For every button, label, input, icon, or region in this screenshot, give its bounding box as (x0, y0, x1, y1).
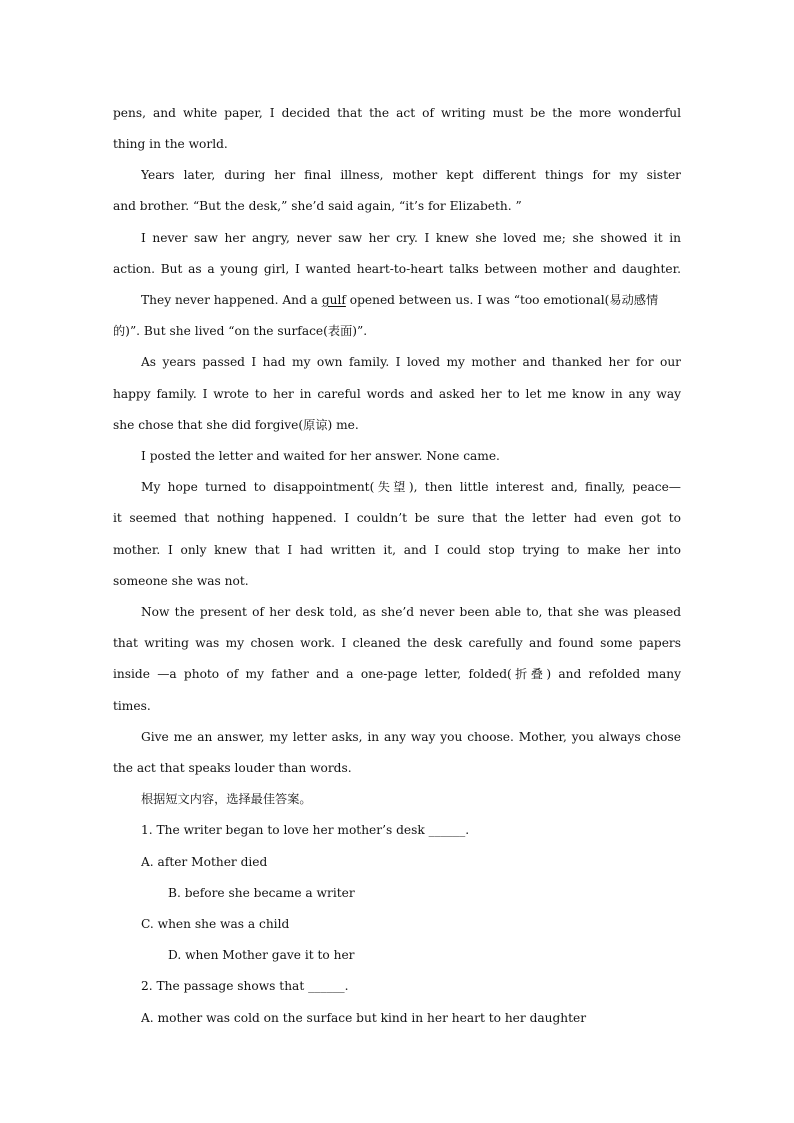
question-2-option-a: A. mother was cold on the surface but kind in her heart to her daughter (141, 1011, 587, 1025)
passage-line: and brother. “But the desk,” she’d said again, “it’s for Elizabeth. ” (113, 199, 522, 213)
passage-line: action. But as a young girl, I wanted heart-to-heart talks between mother and daughter. (113, 262, 681, 276)
question-1-option-d: D. when Mother gave it to her (168, 948, 355, 962)
question-instruction: 根据短文内容，选择最佳答案。 (141, 792, 312, 806)
passage-line: thing in the world. (113, 137, 228, 151)
passage-line: 的)”. But she lived “on the surface(表面)”. (113, 324, 368, 338)
passage-line: it seemed that nothing happened. I couldn’t be sure that the letter had even got to (113, 511, 681, 525)
passage-line: As years passed I had my own family. I loved my mother and thanked her for our (141, 355, 681, 369)
passage-line: Give me an answer, my letter asks, in any way you choose. Mother, you always chose (141, 730, 681, 744)
passage-line: mother. I only knew that I had written it, and I could stop trying to make her into (113, 543, 681, 557)
passage-text: They never happened. And a (141, 293, 322, 307)
passage-line: My hope turned to disappointment(失望), then little interest and, finally, peace— (141, 480, 681, 494)
passage-line: times. (113, 699, 151, 713)
question-1-option-a: A. after Mother died (141, 855, 268, 869)
passage-line: I never saw her angry, never saw her cry. I knew she loved me; she showed it in (141, 231, 681, 245)
passage-line: I posted the letter and waited for her answer. None came. (141, 449, 500, 463)
question-1-stem: 1. The writer began to love her mother’s desk ______. (141, 823, 470, 837)
passage-line: inside —a photo of my father and a one-page letter, folded(折叠) and refolded many (113, 667, 681, 681)
passage-line: that writing was my chosen work. I cleaned the desk carefully and found some papers (113, 636, 681, 650)
underlined-word: gulf (321, 293, 346, 307)
passage-text: opened between us. I was “too emotional(易动感情 (345, 293, 659, 307)
passage-line: Years later, during her final illness, mother kept different things for my sister (141, 168, 681, 182)
question-1-option-c: C. when she was a child (141, 917, 290, 931)
question-1-option-b: B. before she became a writer (168, 886, 355, 900)
passage-line: the act that speaks louder than words. (113, 761, 352, 775)
passage-line: she chose that she did forgive(原谅) me. (113, 418, 359, 432)
question-2-stem: 2. The passage shows that ______. (141, 979, 349, 993)
passage-line: someone she was not. (113, 574, 249, 588)
passage-line: happy family. I wrote to her in careful words and asked her to let me know in any way (113, 387, 681, 401)
passage-line-with-gulf (141, 292, 681, 308)
passage-line: pens, and white paper, I decided that the act of writing must be the more wonderful (113, 106, 681, 120)
passage-line: Now the present of her desk told, as she’d never been able to, that she was pleased (141, 605, 681, 619)
